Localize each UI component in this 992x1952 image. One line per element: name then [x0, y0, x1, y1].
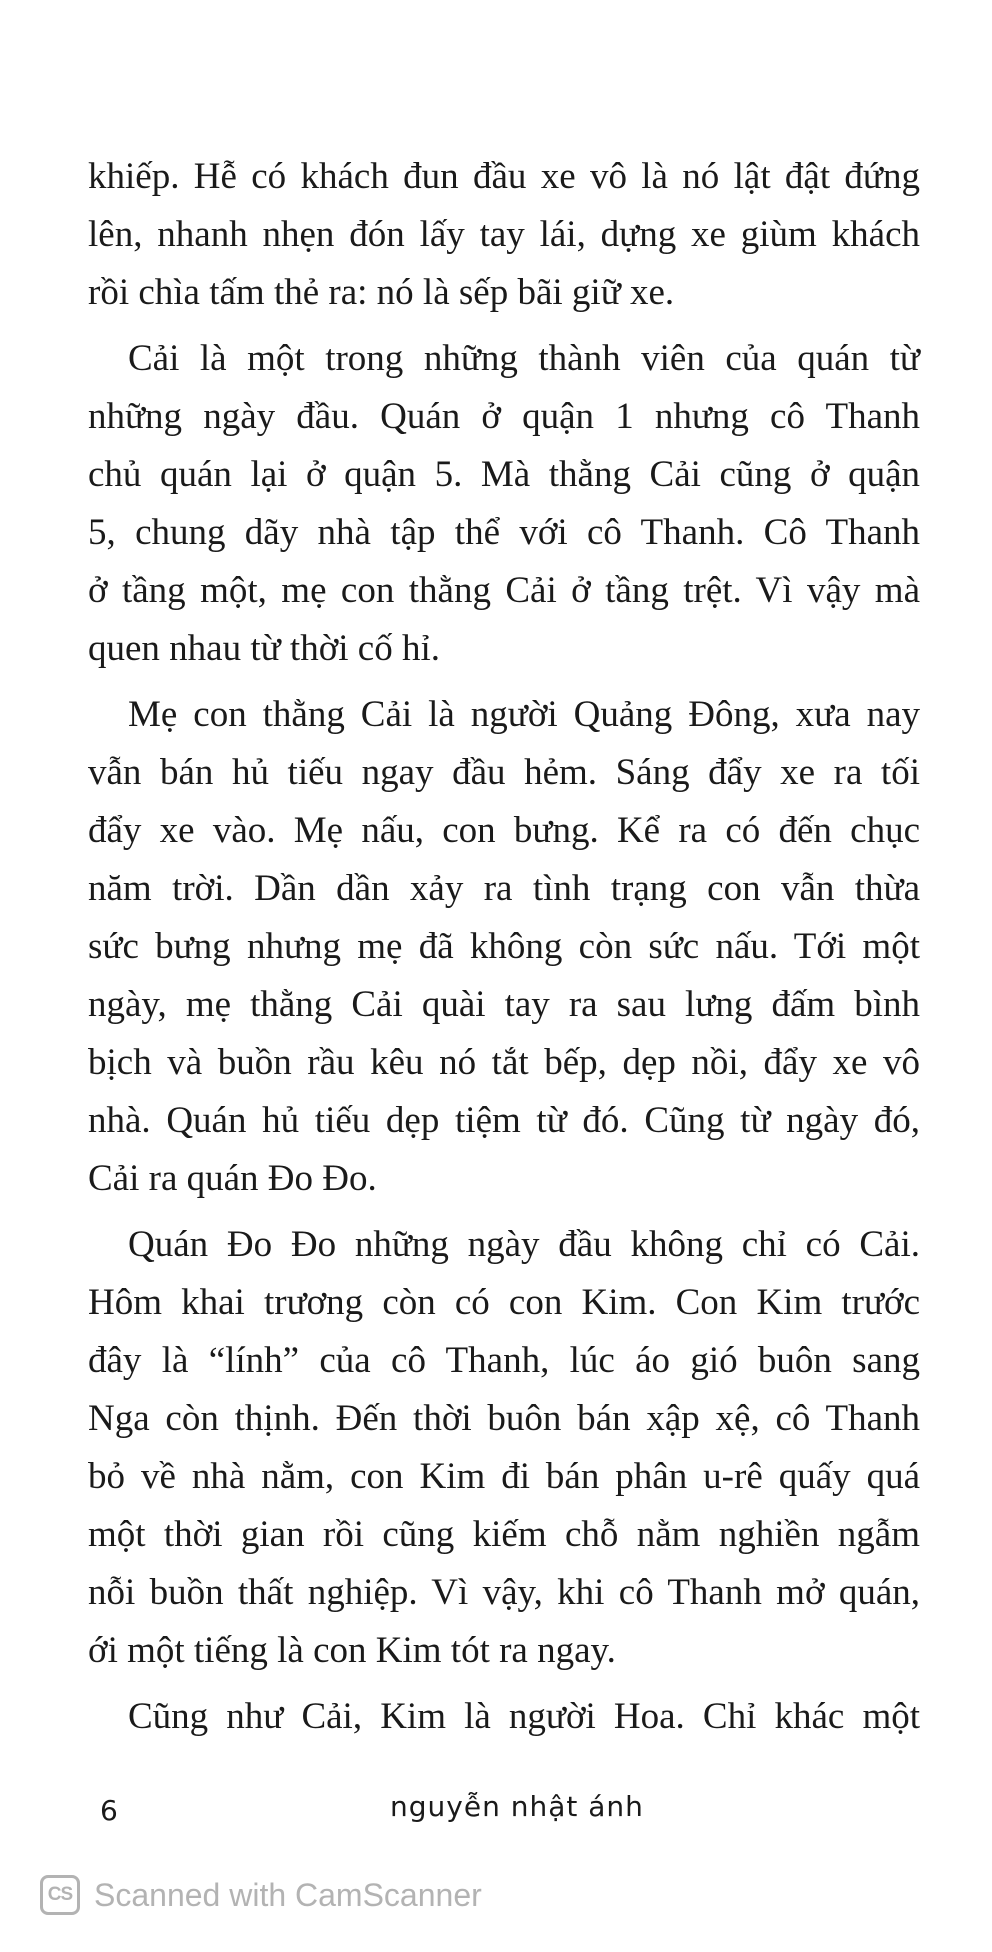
- text-line: sức bưng nhưng mẹ đã không còn sức nấu. Tới một: [88, 926, 920, 967]
- text-line: nhà. Quán hủ tiếu dẹp tiệm từ đó. Cũng từ ngày đó,: [88, 1100, 920, 1141]
- text-line: bỏ về nhà nằm, con Kim đi bán phân u-rê quấy quá: [88, 1456, 920, 1497]
- text-line: Cải ra quán Đo Đo.: [88, 1158, 377, 1199]
- watermark-text: Scanned with CamScanner: [94, 1876, 482, 1913]
- paragraph: [88, 1688, 920, 1746]
- text-line: chủ quán lại ở quận 5. Mà thằng Cải cũng ở quận: [88, 454, 920, 495]
- text-line: bịch và buồn rầu kêu nó tắt bếp, dẹp nồi, đẩy xe vô: [88, 1042, 920, 1083]
- text-line: quen nhau từ thời cố hỉ.: [88, 628, 441, 669]
- text-line: Nga còn thịnh. Đến thời buôn bán xập xệ, cô Thanh: [88, 1398, 920, 1439]
- text-line: rồi chìa tấm thẻ ra: nó là sếp bãi giữ xe.: [88, 272, 675, 313]
- page-number: 6: [100, 1794, 118, 1827]
- text-line: năm trời. Dần dần xảy ra tình trạng con vẫn thừa: [88, 868, 920, 909]
- text-line: Cải là một trong những thành viên của quán từ: [128, 338, 920, 379]
- text-line: đẩy xe vào. Mẹ nấu, con bưng. Kể ra có đến chục: [88, 810, 920, 851]
- paragraph: [88, 330, 920, 678]
- paragraph: [88, 686, 920, 1208]
- text-line: khiếp. Hễ có khách đun đầu xe vô là nó lật đật đứng: [88, 156, 920, 197]
- paragraph: [88, 148, 920, 322]
- text-line: nỗi buồn thất nghiệp. Vì vậy, khi cô Thanh mở quán,: [88, 1572, 920, 1613]
- text-line: Quán Đo Đo những ngày đầu không chỉ có Cải.: [128, 1224, 920, 1265]
- text-line: Hôm khai trương còn có con Kim. Con Kim trước: [88, 1282, 920, 1323]
- paragraph: [88, 1216, 920, 1680]
- text-line: 5, chung dãy nhà tập thể với cô Thanh. Cô Thanh: [88, 512, 920, 553]
- text-line: Mẹ con thằng Cải là người Quảng Đông, xưa nay: [128, 694, 920, 735]
- text-line: lên, nhanh nhẹn đón lấy tay lái, dựng xe giùm khách: [88, 214, 920, 255]
- text-line: vẫn bán hủ tiếu ngay đầu hẻm. Sáng đẩy xe ra tối: [88, 752, 920, 793]
- camscanner-watermark: [40, 1872, 482, 1918]
- page-footer: [100, 1790, 920, 1830]
- body-text: [88, 148, 920, 1746]
- text-line: ở tầng một, mẹ con thằng Cải ở tầng trệt. Vì vậy mà: [88, 570, 920, 611]
- running-head-author: nguyễn nhật ánh: [390, 1790, 644, 1823]
- text-line: Cũng như Cải, Kim là người Hoa. Chỉ khác một: [128, 1696, 920, 1737]
- text-line: ngày, mẹ thằng Cải quài tay ra sau lưng đấm bình: [88, 984, 920, 1025]
- text-line: những ngày đầu. Quán ở quận 1 nhưng cô Thanh: [88, 396, 920, 437]
- text-line: đây là “lính” của cô Thanh, lúc áo gió buôn sang: [88, 1340, 920, 1381]
- camscanner-logo-icon: CS: [40, 1875, 80, 1915]
- text-line: một thời gian rồi cũng kiếm chỗ nằm nghiền ngẫm: [88, 1514, 920, 1555]
- text-line: ới một tiếng là con Kim tót ra ngay.: [88, 1630, 616, 1671]
